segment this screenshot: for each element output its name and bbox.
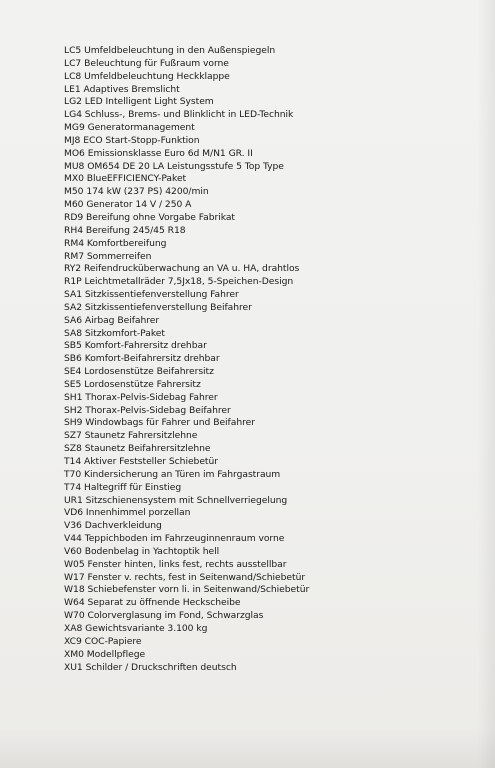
equipment-line: RD9 Bereifung ohne Vorgabe Fabrikat (64, 211, 235, 223)
equipment-line: VD6 Innenhimmel porzellan (64, 507, 191, 519)
equipment-line: SH9 Windowbags für Fahrer und Beifahrer (64, 417, 255, 429)
equipment-line: T14 Aktiver Feststeller Schiebetür (64, 456, 218, 467)
equipment-line: SB6 Komfort-Beifahrersitz drehbar (64, 353, 220, 365)
equipment-line: SA6 Airbag Beifahrer (64, 314, 160, 326)
equipment-line: W17 Fenster v. rechts, fest in Seitenwand/Schiebetür (64, 571, 306, 583)
equipment-line: MO6 Emissionsklasse Euro 6d M/N1 GR. II (64, 147, 253, 159)
equipment-line: LE1 Adaptives Bremslicht (64, 83, 180, 95)
equipment-line: LC7 Beleuchtung für Fußraum vorne (64, 57, 229, 69)
equipment-code-list (64, 45, 309, 674)
equipment-line: SH2 Thorax-Pelvis-Sidebag Beifahrer (64, 404, 231, 416)
equipment-line: SA1 Sitzkissentiefenverstellung Fahrer (64, 289, 239, 301)
equipment-line: R1P Leichtmetallräder 7,5Jx18, 5-Speichen-Design (64, 276, 294, 288)
equipment-line: SE5 Lordosenstütze Fahrersitz (64, 378, 201, 390)
equipment-line: RM7 Sommerreifen (64, 250, 152, 262)
equipment-line: XA8 Gewichtsvariante 3.100 kg (64, 622, 208, 634)
equipment-line: LG4 Schluss-, Brems- und Blinklicht in LED-Technik (64, 109, 294, 121)
equipment-line: RH4 Bereifung 245/45 R18 (64, 224, 186, 236)
equipment-line: SZ8 Staunetz Beifahrersitzlehne (64, 443, 211, 455)
equipment-line: MJ8 ECO Start-Stopp-Funktion (64, 134, 200, 146)
equipment-line: SA2 Sitzkissentiefenverstellung Beifahrer (64, 301, 252, 313)
equipment-line: MX0 BlueEFFICIENCY-Paket (64, 173, 187, 185)
equipment-line: SZ7 Staunetz Fahrersitzlehne (64, 430, 198, 442)
equipment-line: V60 Bodenbelag in Yachtoptik hell (64, 545, 220, 557)
equipment-line: LC8 Umfeldbeleuchtung Heckklappe (64, 70, 230, 82)
equipment-line: RY2 Reifendrucküberwachung an VA u. HA, drahtlos (64, 263, 300, 275)
equipment-line: V36 Dachverkleidung (64, 520, 162, 532)
equipment-line: M50 174 kW (237 PS) 4200/min (64, 186, 209, 198)
equipment-line: UR1 Sitzschienensystem mit Schnellverriegelung (64, 494, 288, 506)
equipment-line: MG9 Generatormanagement (64, 122, 195, 134)
equipment-line: XC9 COC-Papiere (64, 635, 142, 647)
equipment-line: T70 Kindersicherung an Türen im Fahrgastraum (64, 468, 281, 480)
equipment-line: LG2 LED Intelligent Light System (64, 96, 214, 108)
equipment-line: RM4 Komfortbereifung (64, 237, 167, 249)
equipment-line: W64 Separat zu öffnende Heckscheibe (64, 597, 241, 609)
equipment-line: SB5 Komfort-Fahrersitz drehbar (64, 340, 207, 352)
equipment-line: W70 Colorverglasung im Fond, Schwarzglas (64, 610, 264, 622)
equipment-line: V44 Teppichboden im Fahrzeuginnenraum vorne (64, 533, 285, 545)
page-edge-shadow (477, 0, 495, 768)
equipment-line: MU8 OM654 DE 20 LA Leistungsstufe 5 Top Type (64, 160, 284, 172)
equipment-line: W05 Fenster hinten, links fest, rechts ausstellbar (64, 558, 287, 570)
equipment-line: SA8 Sitzkomfort-Paket (64, 327, 165, 339)
equipment-line: M60 Generator 14 V / 250 A (64, 199, 192, 211)
equipment-line: W18 Schiebefenster vorn li. in Seitenwand/Schiebetür (64, 584, 310, 596)
equipment-line: XM0 Modellpflege (64, 648, 146, 660)
equipment-line: LC5 Umfeldbeleuchtung in den Außenspiegeln (64, 45, 276, 56)
page-bottom-shadow (0, 728, 495, 768)
equipment-line: XU1 Schilder / Druckschriften deutsch (64, 661, 237, 673)
equipment-line: T74 Haltegriff für Einstieg (64, 481, 182, 493)
equipment-line: SE4 Lordosenstütze Beifahrersitz (64, 366, 214, 378)
equipment-line: SH1 Thorax-Pelvis-Sidebag Fahrer (64, 391, 218, 403)
